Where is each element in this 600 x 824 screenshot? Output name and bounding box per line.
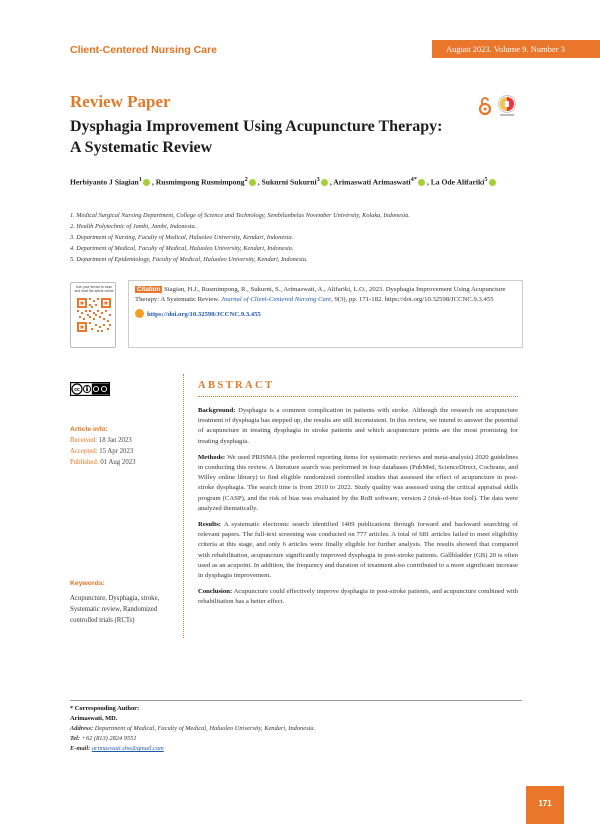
address-label: Address: — [70, 725, 94, 732]
corr-name: Arimaswati, MD. — [70, 715, 118, 722]
results-text: A systematic electronic search identified 1409 publications through forward and backward searching of relevant papers. The full-text screening was conducted on 777 articles. A total of 681 articles failed to meet eligibility criteria at this stage, and only 6 articles were finally eligible for further analysis. The results showed that compared with rehabilitation, acupuncture significantly improved dysphagia in post-stroke patients. Gallbladder (GB) 20 is often used as an acupoint. In addition, the frequency and duration of treatment also contributed to a more significant increase in dysphagia improvement. — [198, 521, 518, 580]
date-label: Published: — [70, 459, 99, 466]
qr-code-box[interactable] — [70, 282, 116, 348]
orcid-icon[interactable] — [418, 179, 425, 186]
doi-icon — [135, 309, 144, 318]
date-published — [70, 457, 175, 468]
date-accepted — [70, 446, 175, 457]
author-list: Herbiyanto J Siagian$^1$ , Rusmimpong Rusmimpong$^2$ , Sukurni Sukurni$^3$ , Arimaswati Arimaswati$^{4*}$ , La Ode Alifariki$^5$ — [70, 176, 540, 187]
affiliation-list — [70, 210, 540, 265]
author-sup: 1 — [138, 176, 142, 183]
date-label: Received: — [70, 437, 98, 444]
tel-label: Tel: — [70, 735, 81, 742]
column-divider — [183, 374, 184, 638]
author-name: Sukurni Sukurni — [261, 177, 317, 187]
abstract-conclusion — [198, 587, 518, 607]
orcid-icon[interactable] — [143, 179, 150, 186]
article-info-label: Article info: — [70, 426, 108, 433]
author-sup: 5 — [484, 176, 488, 183]
background-label: Background: — [198, 407, 236, 414]
corresponding-author — [70, 704, 520, 754]
orcid-icon[interactable] — [321, 179, 328, 186]
title-line-1: Dysphagia Improvement Using Acupuncture Therapy: — [70, 118, 443, 135]
keywords-label: Keywords: — [70, 580, 105, 587]
abstract-body — [198, 406, 518, 614]
conclusion-label: Conclusion: — [198, 588, 233, 596]
affiliation-item: 3. Department of Nursing, Faculty of Medical, Haluoleo University, Kendari, Indonesia. — [70, 234, 294, 241]
orcid-icon[interactable] — [489, 179, 496, 186]
methods-label: Methods: — [198, 453, 226, 461]
tel-text: +62 (813) 2824 9551 — [81, 735, 137, 742]
author-sup: 3 — [316, 176, 320, 183]
journal-name: Client-Centered Nursing Care — [70, 44, 218, 56]
email-label: E-mail: — [70, 745, 91, 752]
citation-box — [128, 280, 523, 348]
qr-caption: Use your device to scan and read the article online — [74, 285, 114, 293]
article-info — [70, 424, 175, 468]
author-sup: 2 — [244, 176, 248, 183]
author-name: Rusmimpong Rusmimpong — [155, 177, 245, 187]
date-value: 15 Apr 2023 — [99, 448, 134, 455]
date-label: Accepted: — [70, 448, 98, 455]
citation-journal: Journal of Client-Centered Nursing Care — [220, 296, 332, 303]
article-title — [70, 116, 490, 158]
doi-link[interactable]: https://doi.org/10.32598/JCCNC.9.3.455 — [147, 311, 261, 318]
author-name: La Ode Alifariki — [430, 177, 485, 187]
author-name: Herbiyanto J Siagian — [70, 177, 139, 187]
background-text: Dysphagia is a common complication in patients with stroke. Although the research on acupuncture treatment of dysphagia has stepped up, the results are still inconsistent. In this review, we intend to answer the potential of acupuncture in treating dysphagia in stroke patients and which acupuncture points are the most promising for treating dysphagia. — [198, 407, 518, 445]
citation-text: Siagian, H.J., Rusmimpong, R., Sukurni, S., Arimaswati, A., Alifariki, L.O., 2023. Dysphagia Improvement Using Acupuncture Therapy: A Systematic Review. — [135, 286, 506, 303]
abstract-background — [198, 406, 518, 447]
corr-heading: * Corresponding Author: — [70, 705, 140, 712]
qr-code-icon[interactable] — [76, 297, 112, 333]
abstract-rule — [198, 396, 518, 397]
affiliation-item: 4. Department of Medical, Faculty of Medical, Haluoleo University, Kendari, Indonesia. — [70, 245, 294, 252]
page-number: 171 — [526, 786, 564, 824]
author-sup: 4* — [410, 176, 417, 183]
citation-tail: , 9(3), pp. 171-182. https://doi.org/10.32598/JCCNC.9.3.455 — [331, 296, 494, 303]
orcid-icon[interactable] — [249, 179, 256, 186]
methods-text: We used PRISMA (the preferred reporting items for systematic reviews and meta-analysis) 2020 guidelines in conducting this review. A literature search was performed in four databases (PubMed, ScienceDirect, Cochrane, and Willey online library) to find eligible randomized controlled studies that assessed the effect of acupuncture in post-stroke dysphagia. The search time is from 2010 to 2022. Study quality was assessed using the critical appraisal skills program (CASP), and the risk of bias was evaluated by the RoB software, version 2 (risk-of-bias tool). The data were analyzed thematically. — [198, 453, 518, 512]
author-name: Arimaswati Arimaswati — [333, 177, 411, 187]
affiliation-item: 1. Medical Surgical Nursing Department, College of Science and Technology, Sembilanbelas November University, Kolaka, Indonesia. — [70, 212, 410, 219]
keywords-block — [70, 578, 170, 626]
paper-type-label: Review Paper — [70, 92, 171, 111]
conclusion-text: Acupuncture could effectively improve dysphagia in post-stroke patients, and acupuncture combined with rehabilitation has a better effect. — [198, 588, 518, 606]
affiliation-item: 5. Department of Epidemiology, Faculty of Medical, Haluoleo University, Kendari, Indonesia. — [70, 256, 308, 263]
footer-rule — [70, 700, 522, 701]
citation-badge: Citation — [137, 286, 161, 293]
issue-banner: August 2023. Volume 9. Number 3 — [432, 40, 600, 58]
abstract-methods — [198, 453, 518, 514]
results-label: Results: — [198, 521, 222, 529]
cc-license-icon[interactable] — [70, 382, 110, 396]
crossmark-icon[interactable] — [497, 95, 517, 117]
date-value: 18 Jan 2023 — [98, 437, 132, 444]
title-line-2: A Systematic Review — [70, 139, 213, 156]
open-access-icon — [478, 96, 492, 116]
date-value: 01 Aug 2023 — [100, 459, 136, 466]
address-text: Department of Medical, Faculty of Medical, Haluoleo University, Kendari, Indonesia. — [94, 725, 316, 732]
abstract-results — [198, 520, 518, 581]
affiliation-item: 2. Health Polytechnic of Jambi, Jambi, Indonesia. — [70, 223, 197, 230]
email-link[interactable]: arimaswati.sho@gmail.com — [91, 745, 164, 752]
date-received — [70, 435, 175, 446]
svg-text:cc: cc — [74, 387, 80, 393]
abstract-heading: ABSTRACT — [198, 380, 275, 391]
keywords-text: Acupuncture, Dysphagia, stroke, Systematic review, Randomized controlled trials (RCTs) — [70, 595, 160, 624]
